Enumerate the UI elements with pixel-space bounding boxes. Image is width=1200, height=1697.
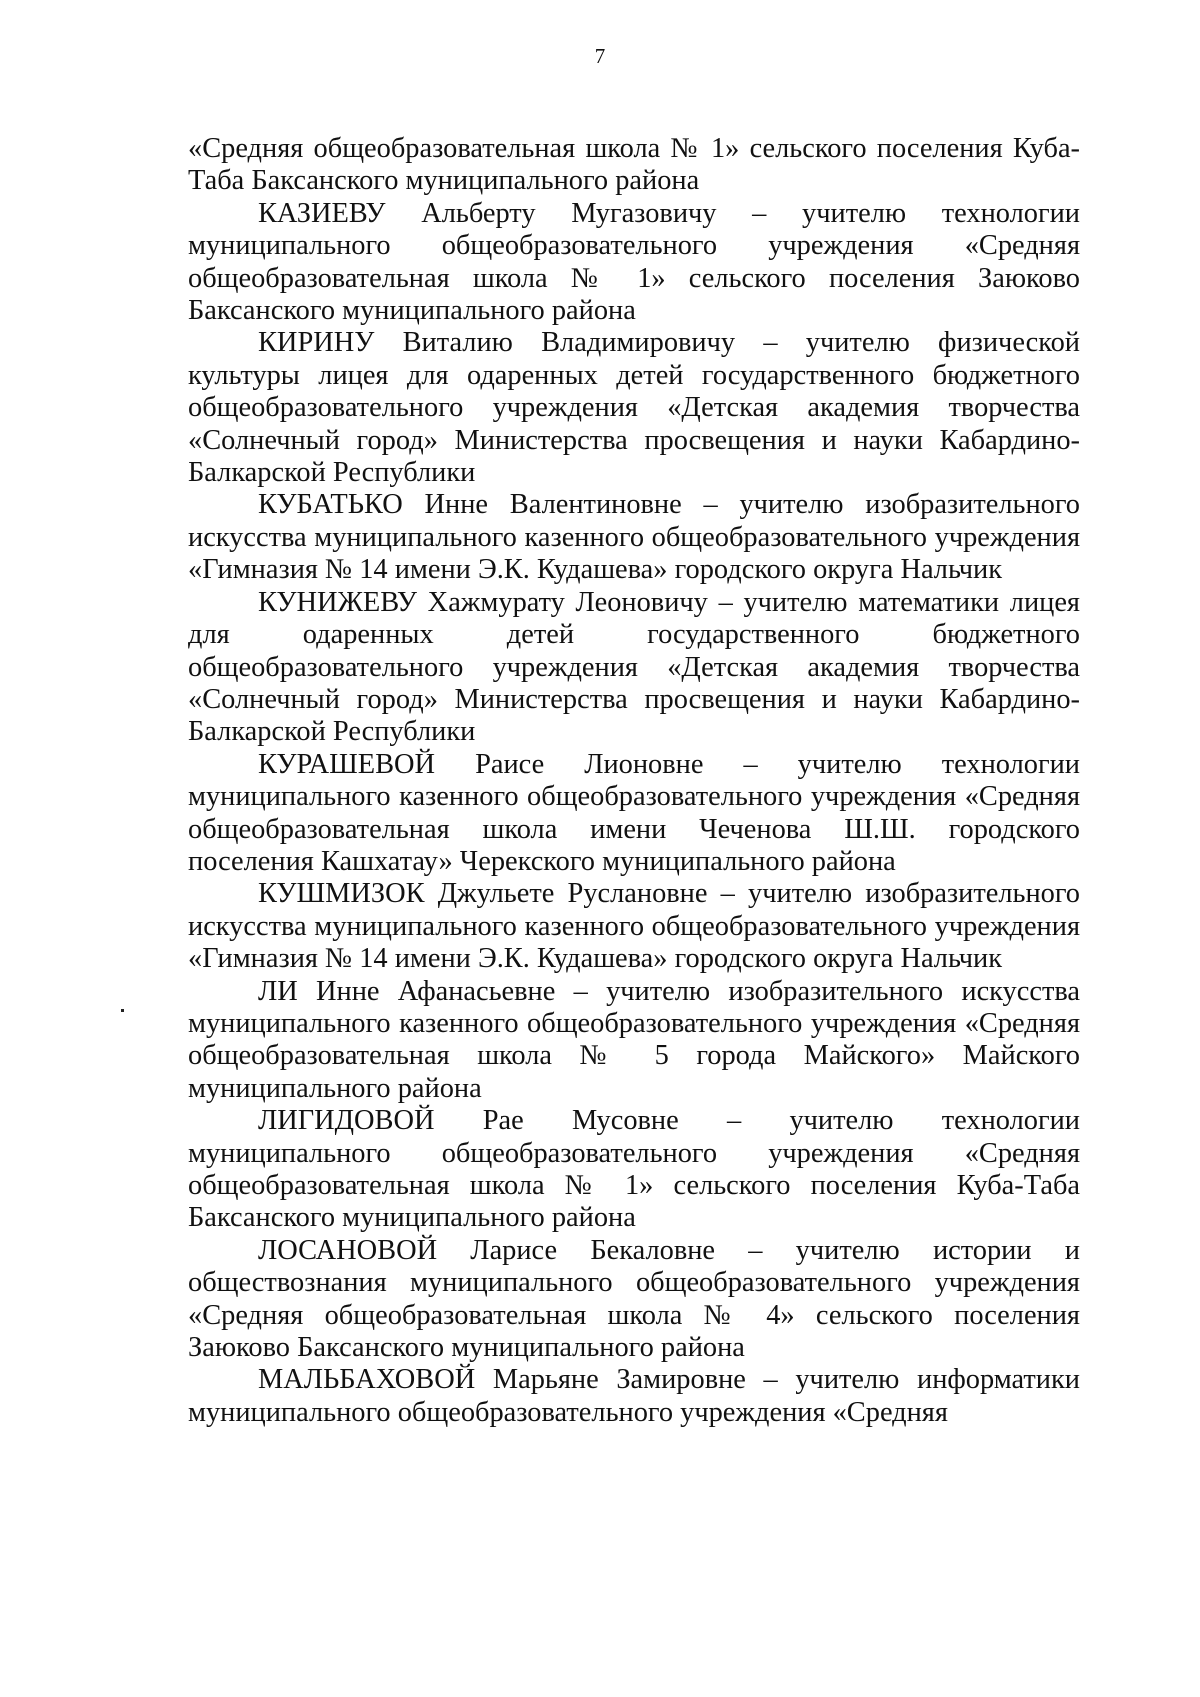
paragraph-kunizhevu: КУНИЖЕВУ Хажмурату Леоновичу – учителю математики лицея для одаренных детей государственного бюджетного общеобразовательного учреждения «Детская академия творчества «Солнечный город» Министерства просвещения и науки Кабардино-Балкарской Республики <box>188 586 1080 748</box>
paragraph-kazievu: КАЗИЕВУ Альберту Мугазовичу – учителю технологии муниципального общеобразовательного учреждения «Средняя общеобразовательная школа № 1» сельского поселения Заюково Баксанского муниципального района <box>188 197 1080 327</box>
paragraph-continuation: «Средняя общеобразовательная школа № 1» сельского поселения Куба-Таба Баксанского муниципального района <box>188 133 1080 197</box>
paragraph-ligidovoy: ЛИГИДОВОЙ Рае Мусовне – учителю технологии муниципального общеобразовательного учреждения «Средняя общеобразовательная школа № 1» сельского поселения Куба-Таба Баксанского муниципального района <box>188 1105 1080 1234</box>
paragraph-kurashevoy: КУРАШЕВОЙ Раисе Лионовне – учителю технологии муниципального казенного общеобразовательного учреждения «Средняя общеобразовательная школа имени Чеченова Ш.Ш. городского поселения Кашхатау» Черекского муниципального района <box>188 748 1080 877</box>
page-number: 7 <box>594 44 606 68</box>
scan-dot-mark <box>121 1009 124 1012</box>
paragraph-losanovoy: ЛОСАНОВОЙ Ларисе Бекаловне – учителю истории и обществознания муниципального общеобразовательного учреждения «Средняя общеобразовательная школа № 4» сельского поселения Заюково Баксанского муниципального района <box>188 1234 1080 1364</box>
document-body <box>188 133 1080 1429</box>
paragraph-kubatko: КУБАТЬКО Инне Валентиновне – учителю изобразительного искусства муниципального казенного общеобразовательного учреждения «Гимназия № 14 имени Э.К. Кудашева» городского округа Нальчик <box>188 489 1080 586</box>
paragraph-malbakhovoy: МАЛЬБАХОВОЙ Марьяне Замировне – учителю информатики муниципального общеобразовательного учреждения «Средняя <box>188 1364 1080 1428</box>
paragraph-kushmizok: КУШМИЗОК Джульете Руслановне – учителю изобразительного искусства муниципального казенного общеобразовательного учреждения «Гимназия № 14 имени Э.К. Кудашева» городского округа Нальчик <box>188 878 1080 975</box>
paragraph-li: ЛИ Инне Афанасьевне – учителю изобразительного искусства муниципального казенного общеобразовательного учреждения «Средняя общеобразовательная школа № 5 города Майского» Майского муниципального района <box>188 975 1080 1104</box>
paragraph-kirinu: КИРИНУ Виталию Владимировичу – учителю физической культуры лицея для одаренных детей государственного бюджетного общеобразовательного учреждения «Детская академия творчества «Солнечный город» Министерства просвещения и науки Кабардино-Балкарской Республики <box>188 327 1080 489</box>
